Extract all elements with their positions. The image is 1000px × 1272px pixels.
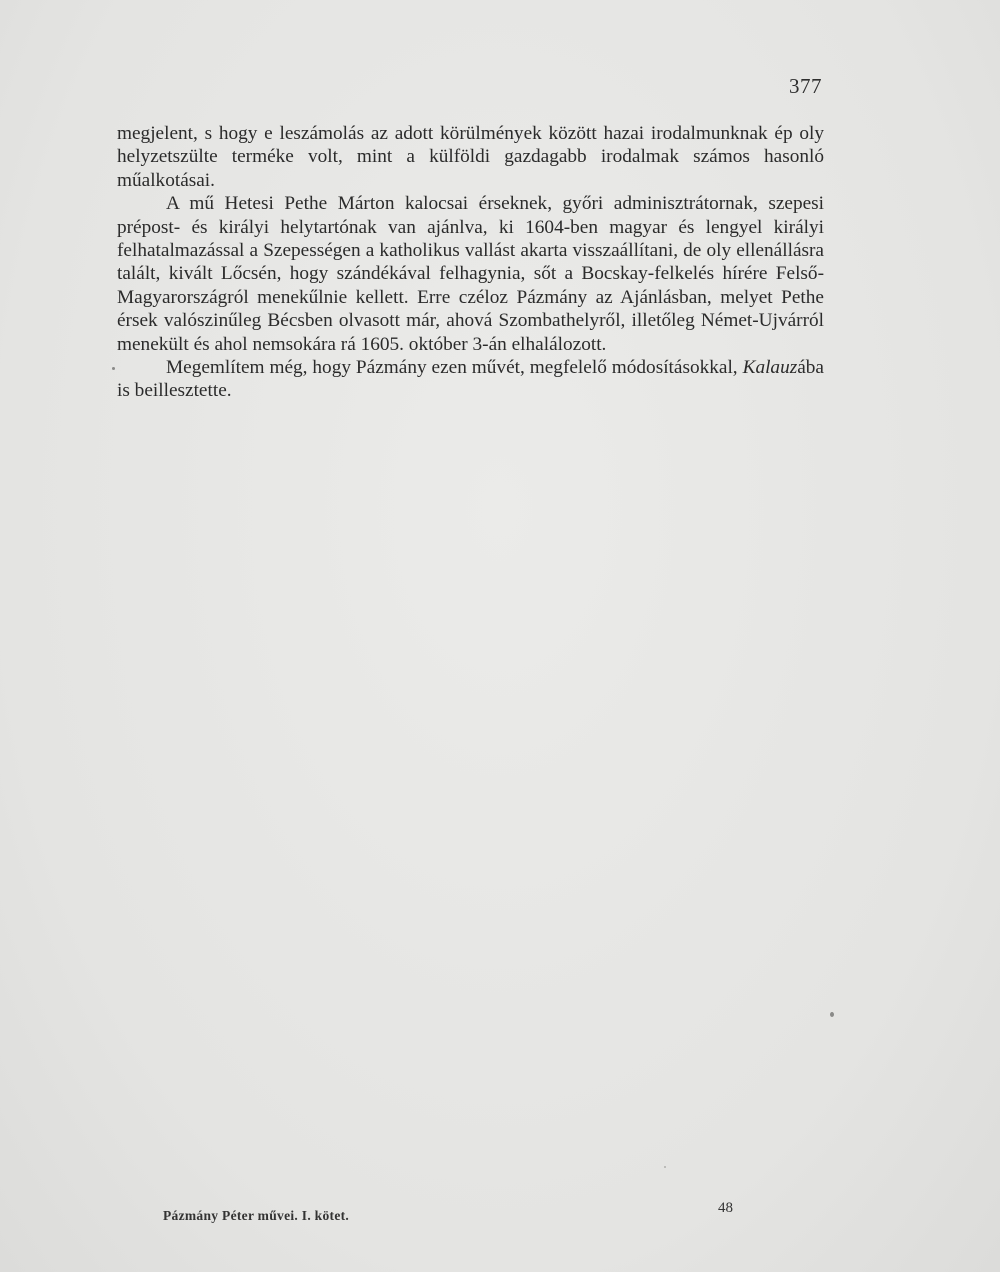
paragraph-3	[117, 356, 824, 403]
paper-speck	[112, 367, 115, 370]
paper-speck	[830, 1012, 834, 1017]
paragraph-1: megjelent, s hogy e leszámolás az adott körülmények között hazai irodalmunknak ép oly helyzetszülte terméke volt, mint a külföldi gazdagabb irodalmak számos hasonló műalkotásai.	[117, 123, 824, 191]
paragraph-3-text-before: Megemlítem még, hogy Pázmány ezen művét, megfelelő módosításokkal,	[166, 357, 743, 379]
paper-speck	[664, 1166, 666, 1168]
page-number: 377	[789, 74, 822, 98]
body-text	[117, 122, 824, 403]
paragraph-2: A mű Hetesi Pethe Márton kalocsai érseknek, győri adminisztrátornak, szepesi prépost- és királyi helytartónak van ajánlva, ki 1604-ben magyar és lengyel királyi felhatalmazással a Szepességen a katholikus vallást akarta visszaállítani, de oly ellenállásra talált, kivált Lőcsén, hogy szándékával felhagynia, sőt a Bocskay-felkelés hírére Felső-Magyarországról menekűlnie kellett. Erre czéloz Pázmány az Ajánlásban, melyet Pethe érsek valószinűleg Bécsben olvasott már, ahová Szombathelyről, illetőleg Német-Ujvárról menekült és ahol nemsokára rá 1605. október 3-án elhalálozott.	[117, 193, 824, 355]
signature-mark: 48	[718, 1200, 733, 1216]
italic-title-kalauz: Kalauz	[742, 357, 798, 379]
paragraph-3-text-after: ába is beillesztette.	[117, 357, 824, 402]
footer-book-title: Pázmány Péter művei. I. kötet.	[163, 1208, 350, 1223]
